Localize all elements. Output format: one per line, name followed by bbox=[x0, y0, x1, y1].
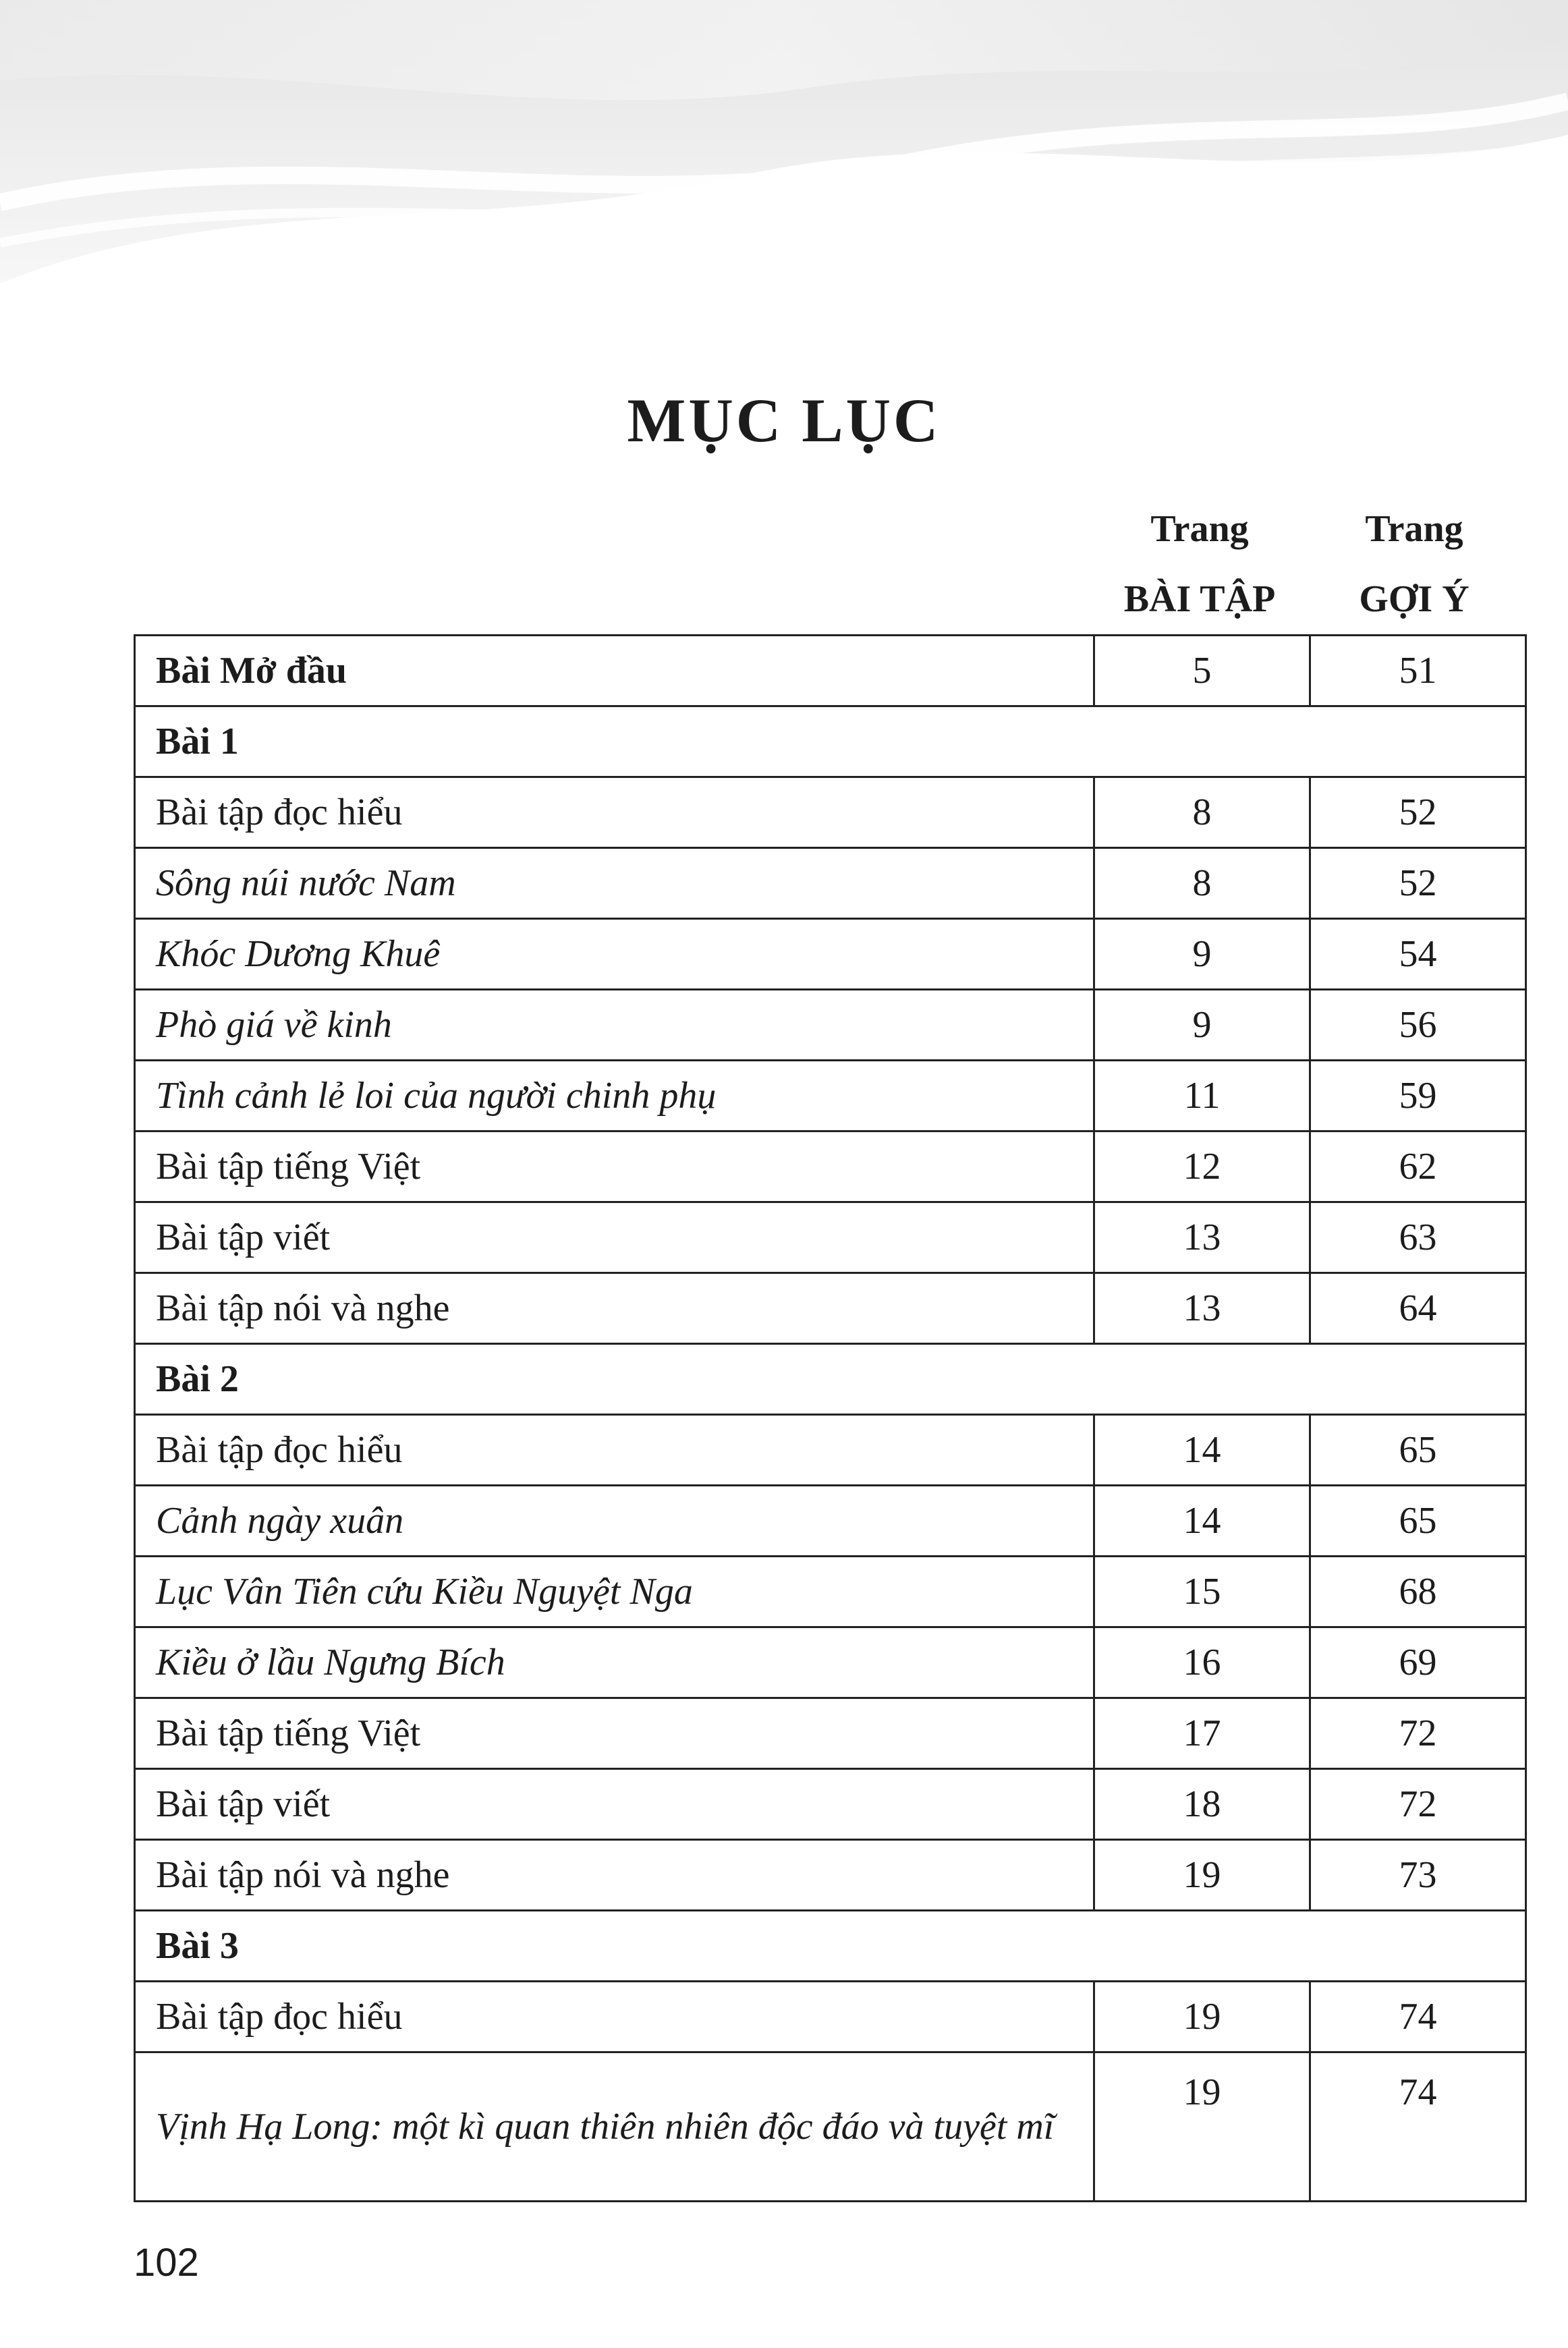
exercise-page-number: 19 bbox=[1094, 2052, 1310, 2202]
entry-title: Bài tập nói và nghe bbox=[135, 1273, 1094, 1344]
entry-title: Bài tập đọc hiểu bbox=[135, 1982, 1094, 2052]
table-row bbox=[135, 919, 1526, 990]
hint-page-number: 63 bbox=[1310, 1202, 1526, 1273]
table-row bbox=[135, 777, 1526, 848]
entry-title: Lục Vân Tiên cứu Kiều Nguyệt Nga bbox=[135, 1557, 1094, 1627]
entry-title: Cảnh ngày xuân bbox=[135, 1486, 1094, 1557]
entry-title: Vịnh Hạ Long: một kì quan thiên nhiên độc đáo và tuyệt mĩ bbox=[135, 2052, 1094, 2202]
exercise-page-number: 15 bbox=[1094, 1557, 1310, 1627]
table-row bbox=[135, 2052, 1526, 2202]
table-row bbox=[135, 1769, 1526, 1840]
exercise-page-number: 18 bbox=[1094, 1769, 1310, 1840]
table-row bbox=[135, 1557, 1526, 1627]
entry-title: Bài 1 bbox=[135, 706, 1526, 777]
hint-page-number: 56 bbox=[1310, 990, 1526, 1061]
entry-title: Bài tập tiếng Việt bbox=[135, 1698, 1094, 1769]
exercise-page-number: 11 bbox=[1094, 1061, 1310, 1131]
column-header-exercise-line1: Trang bbox=[1150, 508, 1249, 550]
hint-page-number: 62 bbox=[1310, 1131, 1526, 1202]
table-row bbox=[135, 636, 1526, 706]
hint-page-number: 72 bbox=[1310, 1769, 1526, 1840]
exercise-page-number: 19 bbox=[1094, 1982, 1310, 2052]
entry-title: Phò giá về kinh bbox=[135, 990, 1094, 1061]
entry-title: Bài 3 bbox=[135, 1911, 1526, 1982]
column-header-hint-line2: GỢI Ý bbox=[1359, 578, 1469, 620]
column-header-hint-page bbox=[1306, 494, 1522, 634]
exercise-page-number: 13 bbox=[1094, 1202, 1310, 1273]
entry-title: Bài tập viết bbox=[135, 1202, 1094, 1273]
hint-page-number: 65 bbox=[1310, 1486, 1526, 1557]
hint-page-number: 68 bbox=[1310, 1557, 1526, 1627]
entry-title: Tình cảnh lẻ loi của người chinh phụ bbox=[135, 1061, 1094, 1131]
exercise-page-number: 5 bbox=[1094, 636, 1310, 706]
exercise-page-number: 9 bbox=[1094, 990, 1310, 1061]
table-row bbox=[135, 848, 1526, 919]
table-row bbox=[135, 1061, 1526, 1131]
hint-page-number: 54 bbox=[1310, 919, 1526, 990]
table-row bbox=[135, 1486, 1526, 1557]
table-row bbox=[135, 1698, 1526, 1769]
entry-title: Kiều ở lầu Ngưng Bích bbox=[135, 1627, 1094, 1698]
hint-page-number: 51 bbox=[1310, 636, 1526, 706]
exercise-page-number: 8 bbox=[1094, 777, 1310, 848]
column-header-exercise-page bbox=[1093, 494, 1306, 634]
decorative-wave-banner bbox=[0, 0, 1568, 351]
hint-page-number: 69 bbox=[1310, 1627, 1526, 1698]
hint-page-number: 72 bbox=[1310, 1698, 1526, 1769]
section-header-row bbox=[135, 1344, 1526, 1415]
exercise-page-number: 9 bbox=[1094, 919, 1310, 990]
table-row bbox=[135, 1273, 1526, 1344]
section-header-row bbox=[135, 706, 1526, 777]
entry-title: Sông núi nước Nam bbox=[135, 848, 1094, 919]
exercise-page-number: 16 bbox=[1094, 1627, 1310, 1698]
hint-page-number: 64 bbox=[1310, 1273, 1526, 1344]
hint-page-number: 52 bbox=[1310, 777, 1526, 848]
page-number: 102 bbox=[134, 2241, 199, 2285]
exercise-page-number: 14 bbox=[1094, 1486, 1310, 1557]
table-row bbox=[135, 1627, 1526, 1698]
hint-page-number: 52 bbox=[1310, 848, 1526, 919]
entry-title: Bài Mở đầu bbox=[135, 636, 1094, 706]
entry-title: Bài tập đọc hiểu bbox=[135, 777, 1094, 848]
table-of-contents bbox=[134, 634, 1527, 2202]
exercise-page-number: 19 bbox=[1094, 1840, 1310, 1911]
exercise-page-number: 8 bbox=[1094, 848, 1310, 919]
entry-title: Bài 2 bbox=[135, 1344, 1526, 1415]
table-row bbox=[135, 1982, 1526, 2052]
page-title: MỤC LỤC bbox=[627, 386, 941, 455]
table-row bbox=[135, 1131, 1526, 1202]
hint-page-number: 74 bbox=[1310, 2052, 1526, 2202]
table-row bbox=[135, 1840, 1526, 1911]
hint-page-number: 65 bbox=[1310, 1415, 1526, 1486]
section-header-row bbox=[135, 1911, 1526, 1982]
table-row bbox=[135, 990, 1526, 1061]
exercise-page-number: 13 bbox=[1094, 1273, 1310, 1344]
hint-page-number: 73 bbox=[1310, 1840, 1526, 1911]
entry-title: Khóc Dương Khuê bbox=[135, 919, 1094, 990]
exercise-page-number: 17 bbox=[1094, 1698, 1310, 1769]
entry-title: Bài tập nói và nghe bbox=[135, 1840, 1094, 1911]
hint-page-number: 59 bbox=[1310, 1061, 1526, 1131]
entry-title: Bài tập viết bbox=[135, 1769, 1094, 1840]
entry-title: Bài tập tiếng Việt bbox=[135, 1131, 1094, 1202]
exercise-page-number: 14 bbox=[1094, 1415, 1310, 1486]
exercise-page-number: 12 bbox=[1094, 1131, 1310, 1202]
column-header-hint-line1: Trang bbox=[1365, 508, 1463, 550]
table-row bbox=[135, 1415, 1526, 1486]
table-row bbox=[135, 1202, 1526, 1273]
entry-title: Bài tập đọc hiểu bbox=[135, 1415, 1094, 1486]
hint-page-number: 74 bbox=[1310, 1982, 1526, 2052]
column-header-exercise-line2: BÀI TẬP bbox=[1123, 578, 1276, 620]
